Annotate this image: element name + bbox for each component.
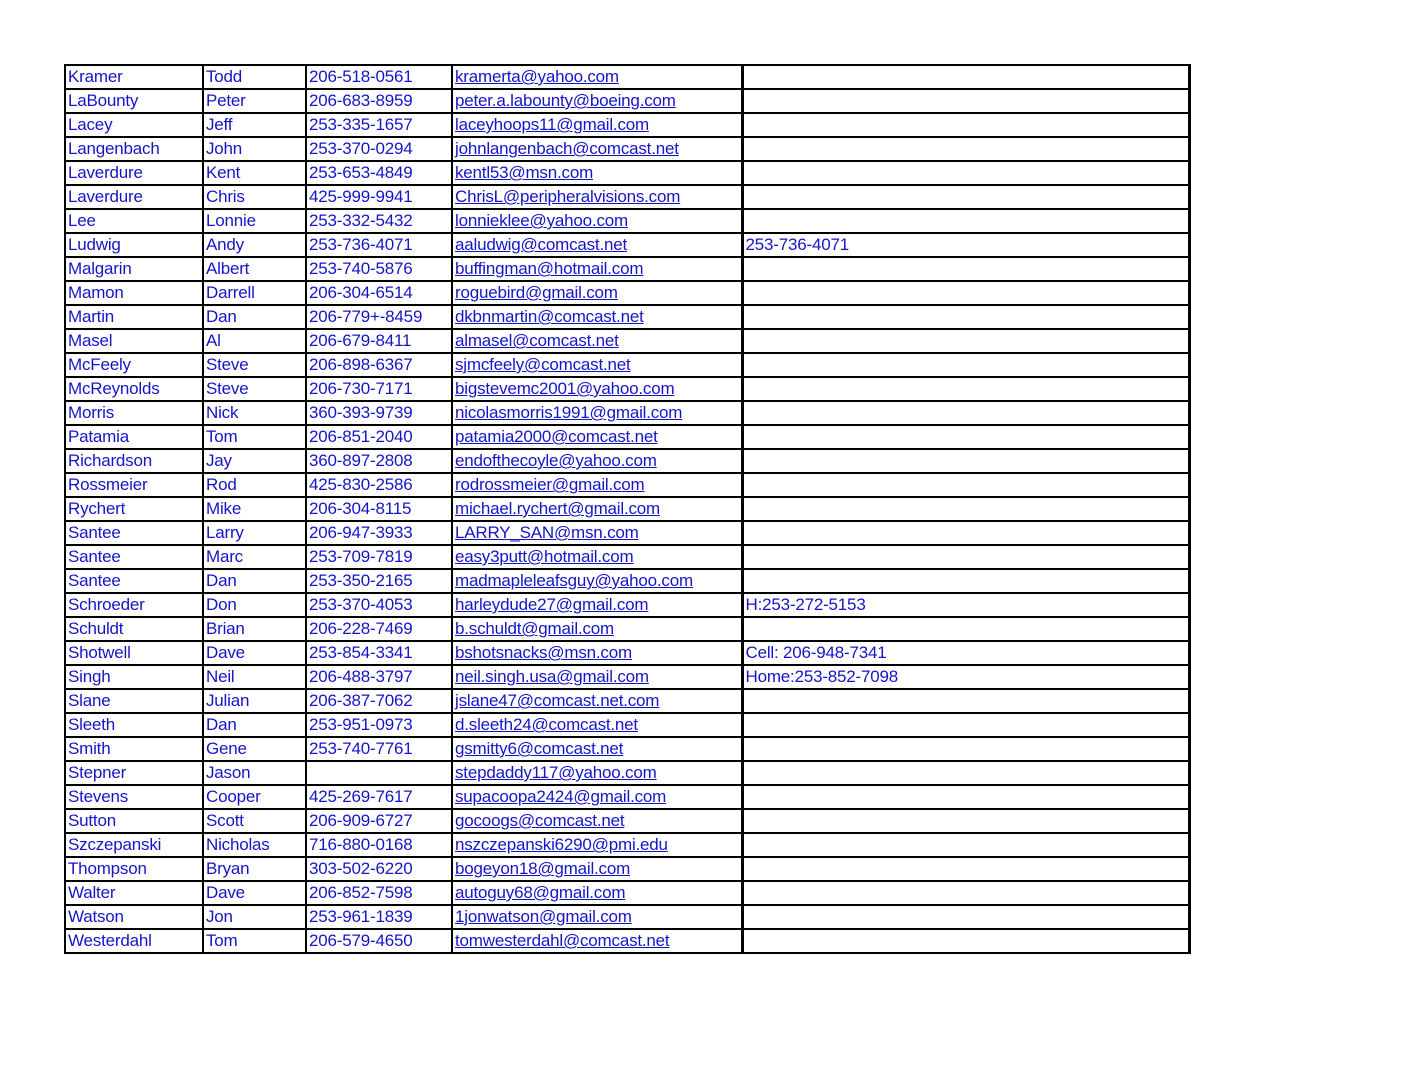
email-link[interactable]: LARRY_SAN@msn.com — [455, 523, 639, 542]
table-row — [65, 449, 1189, 473]
email-cell — [452, 161, 742, 185]
table-row — [65, 665, 1189, 689]
phone-cell: 206-304-8115 — [306, 497, 452, 521]
phone-cell: 206-779+-8459 — [306, 305, 452, 329]
table-row — [65, 89, 1189, 113]
phone-cell: 206-852-7598 — [306, 881, 452, 905]
table-row — [65, 161, 1189, 185]
first-name-cell: Albert — [203, 257, 306, 281]
phone-cell: 253-335-1657 — [306, 113, 452, 137]
note-cell — [742, 113, 1189, 137]
first-name-cell: Dave — [203, 641, 306, 665]
email-link[interactable]: bshotsnacks@msn.com — [455, 643, 632, 662]
first-name-cell: Jay — [203, 449, 306, 473]
note-cell — [742, 209, 1189, 233]
note-cell — [742, 257, 1189, 281]
email-cell — [452, 521, 742, 545]
table-row — [65, 473, 1189, 497]
last-name-cell: Stepner — [65, 761, 203, 785]
phone-cell: 253-740-7761 — [306, 737, 452, 761]
email-cell — [452, 353, 742, 377]
first-name-cell: Brian — [203, 617, 306, 641]
last-name-cell: Smith — [65, 737, 203, 761]
email-link[interactable]: michael.rychert@gmail.com — [455, 499, 660, 518]
last-name-cell: Kramer — [65, 65, 203, 89]
email-link[interactable]: neil.singh.usa@gmail.com — [455, 667, 649, 686]
phone-cell: 206-488-3797 — [306, 665, 452, 689]
table-row — [65, 569, 1189, 593]
email-cell — [452, 233, 742, 257]
last-name-cell: Masel — [65, 329, 203, 353]
last-name-cell: Santee — [65, 569, 203, 593]
last-name-cell: Rossmeier — [65, 473, 203, 497]
email-cell — [452, 89, 742, 113]
phone-cell: 206-909-6727 — [306, 809, 452, 833]
table-row — [65, 185, 1189, 209]
last-name-cell: Sutton — [65, 809, 203, 833]
email-link[interactable]: rodrossmeier@gmail.com — [455, 475, 645, 494]
email-link[interactable]: patamia2000@comcast.net — [455, 427, 658, 446]
last-name-cell: Lee — [65, 209, 203, 233]
email-link[interactable]: bogeyon18@gmail.com — [455, 859, 631, 878]
email-cell — [452, 497, 742, 521]
first-name-cell: Lonnie — [203, 209, 306, 233]
email-link[interactable]: harleydude27@gmail.com — [455, 595, 649, 614]
phone-cell: 206-851-2040 — [306, 425, 452, 449]
note-cell — [742, 881, 1189, 905]
phone-cell: 253-709-7819 — [306, 545, 452, 569]
note-cell — [742, 785, 1189, 809]
table-row — [65, 641, 1189, 665]
first-name-cell: Nicholas — [203, 833, 306, 857]
contact-table — [64, 64, 1191, 954]
note-cell — [742, 161, 1189, 185]
note-cell — [742, 761, 1189, 785]
table-row — [65, 881, 1189, 905]
phone-cell: 206-579-4650 — [306, 929, 452, 953]
note-cell — [742, 617, 1189, 641]
first-name-cell: Dave — [203, 881, 306, 905]
note-cell — [742, 305, 1189, 329]
last-name-cell: Santee — [65, 521, 203, 545]
table-row — [65, 689, 1189, 713]
email-link[interactable]: b.schuldt@gmail.com — [455, 619, 614, 638]
email-link[interactable]: sjmcfeely@comcast.net — [455, 355, 631, 374]
email-cell — [452, 929, 742, 953]
first-name-cell: Al — [203, 329, 306, 353]
note-cell — [742, 449, 1189, 473]
first-name-cell: Jon — [203, 905, 306, 929]
phone-cell: 206-228-7469 — [306, 617, 452, 641]
first-name-cell: Marc — [203, 545, 306, 569]
note-cell — [742, 377, 1189, 401]
table-row — [65, 233, 1189, 257]
email-link[interactable]: nicolasmorris1991@gmail.com — [455, 403, 683, 422]
last-name-cell: Richardson — [65, 449, 203, 473]
email-link[interactable]: tomwesterdahl@comcast.net — [455, 931, 670, 950]
first-name-cell: Kent — [203, 161, 306, 185]
note-cell — [742, 737, 1189, 761]
note-cell — [742, 89, 1189, 113]
table-row — [65, 905, 1189, 929]
phone-cell: 253-370-0294 — [306, 137, 452, 161]
last-name-cell: Schroeder — [65, 593, 203, 617]
contact-sheet — [64, 64, 1188, 954]
note-cell — [742, 281, 1189, 305]
email-link[interactable]: roguebird@gmail.com — [455, 283, 618, 302]
table-row — [65, 521, 1189, 545]
first-name-cell: Gene — [203, 737, 306, 761]
phone-cell: 253-961-1839 — [306, 905, 452, 929]
last-name-cell: LaBounty — [65, 89, 203, 113]
note-cell — [742, 65, 1189, 89]
first-name-cell: John — [203, 137, 306, 161]
note-cell: 253-736-4071 — [742, 233, 1189, 257]
last-name-cell: Singh — [65, 665, 203, 689]
table-row — [65, 857, 1189, 881]
first-name-cell: Dan — [203, 305, 306, 329]
email-cell — [452, 209, 742, 233]
first-name-cell: Todd — [203, 65, 306, 89]
email-link[interactable]: johnlangenbach@comcast.net — [455, 139, 679, 158]
email-cell — [452, 857, 742, 881]
last-name-cell: Slane — [65, 689, 203, 713]
last-name-cell: Laverdure — [65, 185, 203, 209]
table-row — [65, 929, 1189, 953]
table-row — [65, 377, 1189, 401]
note-cell — [742, 929, 1189, 953]
email-cell — [452, 761, 742, 785]
table-row — [65, 617, 1189, 641]
table-row — [65, 281, 1189, 305]
email-link[interactable]: peter.a.labounty@boeing.com — [455, 91, 676, 110]
email-cell — [452, 377, 742, 401]
first-name-cell: Bryan — [203, 857, 306, 881]
phone-cell: 360-393-9739 — [306, 401, 452, 425]
last-name-cell: Schuldt — [65, 617, 203, 641]
table-row — [65, 137, 1189, 161]
first-name-cell: Steve — [203, 353, 306, 377]
note-cell — [742, 185, 1189, 209]
phone-cell: 425-999-9941 — [306, 185, 452, 209]
phone-cell: 425-830-2586 — [306, 473, 452, 497]
phone-cell: 360-897-2808 — [306, 449, 452, 473]
email-cell — [452, 473, 742, 497]
last-name-cell: Szczepanski — [65, 833, 203, 857]
table-row — [65, 257, 1189, 281]
email-cell — [452, 737, 742, 761]
last-name-cell: Mamon — [65, 281, 203, 305]
email-cell — [452, 785, 742, 809]
phone-cell: 253-350-2165 — [306, 569, 452, 593]
email-link[interactable]: ChrisL@peripheralvisions.com — [455, 187, 681, 206]
email-link[interactable]: kentl53@msn.com — [455, 163, 594, 182]
email-cell — [452, 257, 742, 281]
last-name-cell: Martin — [65, 305, 203, 329]
table-row — [65, 305, 1189, 329]
phone-cell: 253-332-5432 — [306, 209, 452, 233]
first-name-cell: Don — [203, 593, 306, 617]
email-link[interactable]: lonnieklee@yahoo.com — [455, 211, 628, 230]
last-name-cell: Malgarin — [65, 257, 203, 281]
first-name-cell: Dan — [203, 713, 306, 737]
note-cell — [742, 569, 1189, 593]
phone-cell: 206-518-0561 — [306, 65, 452, 89]
note-cell — [742, 329, 1189, 353]
first-name-cell: Nick — [203, 401, 306, 425]
phone-cell: 206-683-8959 — [306, 89, 452, 113]
first-name-cell: Tom — [203, 425, 306, 449]
email-link[interactable]: nszczepanski6290@pmi.edu — [455, 835, 668, 854]
phone-cell: 425-269-7617 — [306, 785, 452, 809]
first-name-cell: Steve — [203, 377, 306, 401]
first-name-cell: Larry — [203, 521, 306, 545]
email-cell — [452, 65, 742, 89]
email-cell — [452, 113, 742, 137]
email-link[interactable]: laceyhoops11@gmail.com — [455, 115, 649, 134]
email-link[interactable]: bigstevemc2001@yahoo.com — [455, 379, 675, 398]
table-row — [65, 497, 1189, 521]
email-cell — [452, 713, 742, 737]
first-name-cell: Scott — [203, 809, 306, 833]
first-name-cell: Chris — [203, 185, 306, 209]
phone-cell: 303-502-6220 — [306, 857, 452, 881]
email-link[interactable]: 1jonwatson@gmail.com — [455, 907, 632, 926]
last-name-cell: Stevens — [65, 785, 203, 809]
email-cell — [452, 641, 742, 665]
last-name-cell: Walter — [65, 881, 203, 905]
note-cell — [742, 689, 1189, 713]
table-row — [65, 209, 1189, 233]
phone-cell: 253-951-0973 — [306, 713, 452, 737]
table-row — [65, 545, 1189, 569]
phone-cell: 253-740-5876 — [306, 257, 452, 281]
last-name-cell: Thompson — [65, 857, 203, 881]
phone-cell: 206-947-3933 — [306, 521, 452, 545]
first-name-cell: Neil — [203, 665, 306, 689]
phone-cell: 253-370-4053 — [306, 593, 452, 617]
note-cell — [742, 401, 1189, 425]
table-row — [65, 593, 1189, 617]
first-name-cell: Jason — [203, 761, 306, 785]
first-name-cell: Mike — [203, 497, 306, 521]
table-row — [65, 809, 1189, 833]
email-cell — [452, 329, 742, 353]
email-link[interactable]: gocoogs@comcast.net — [455, 811, 625, 830]
email-link[interactable]: dkbnmartin@comcast.net — [455, 307, 644, 326]
email-link[interactable]: supacoopa2424@gmail.com — [455, 787, 667, 806]
table-row — [65, 425, 1189, 449]
email-link[interactable]: jslane47@comcast.net.com — [455, 691, 660, 710]
note-cell — [742, 833, 1189, 857]
email-cell — [452, 905, 742, 929]
first-name-cell: Peter — [203, 89, 306, 113]
phone-cell: 206-304-6514 — [306, 281, 452, 305]
note-cell: Cell: 206-948-7341 — [742, 641, 1189, 665]
first-name-cell: Rod — [203, 473, 306, 497]
phone-cell: 206-387-7062 — [306, 689, 452, 713]
table-row — [65, 737, 1189, 761]
note-cell — [742, 353, 1189, 377]
note-cell — [742, 425, 1189, 449]
email-cell — [452, 449, 742, 473]
table-row — [65, 401, 1189, 425]
table-row — [65, 65, 1189, 89]
email-cell — [452, 545, 742, 569]
email-cell — [452, 281, 742, 305]
email-link[interactable]: endofthecoyle@yahoo.com — [455, 451, 657, 470]
note-cell — [742, 137, 1189, 161]
phone-cell: 253-854-3341 — [306, 641, 452, 665]
first-name-cell: Andy — [203, 233, 306, 257]
email-link[interactable]: madmapleleafsguy@yahoo.com — [455, 571, 693, 590]
table-row — [65, 329, 1189, 353]
last-name-cell: Lacey — [65, 113, 203, 137]
email-cell — [452, 137, 742, 161]
first-name-cell: Julian — [203, 689, 306, 713]
last-name-cell: Ludwig — [65, 233, 203, 257]
email-cell — [452, 401, 742, 425]
note-cell — [742, 521, 1189, 545]
email-link[interactable]: kramerta@yahoo.com — [455, 67, 619, 86]
email-cell — [452, 689, 742, 713]
last-name-cell: Rychert — [65, 497, 203, 521]
note-cell — [742, 545, 1189, 569]
email-cell — [452, 425, 742, 449]
note-cell — [742, 497, 1189, 521]
table-row — [65, 761, 1189, 785]
email-cell — [452, 185, 742, 209]
email-link[interactable]: buffingman@hotmail.com — [455, 259, 644, 278]
note-cell — [742, 857, 1189, 881]
table-row — [65, 785, 1189, 809]
email-cell — [452, 881, 742, 905]
email-cell — [452, 305, 742, 329]
email-link[interactable]: gsmitty6@comcast.net — [455, 739, 624, 758]
email-link[interactable]: almasel@comcast.net — [455, 331, 619, 350]
note-cell: Home:253-852-7098 — [742, 665, 1189, 689]
email-link[interactable]: d.sleeth24@comcast.net — [455, 715, 638, 734]
note-cell — [742, 905, 1189, 929]
contact-table-body — [65, 65, 1189, 953]
table-row — [65, 113, 1189, 137]
first-name-cell: Cooper — [203, 785, 306, 809]
phone-cell: 206-898-6367 — [306, 353, 452, 377]
table-row — [65, 713, 1189, 737]
first-name-cell: Dan — [203, 569, 306, 593]
last-name-cell: Patamia — [65, 425, 203, 449]
email-cell — [452, 593, 742, 617]
last-name-cell: McFeely — [65, 353, 203, 377]
phone-cell: 206-730-7171 — [306, 377, 452, 401]
note-cell — [742, 713, 1189, 737]
first-name-cell: Jeff — [203, 113, 306, 137]
first-name-cell: Darrell — [203, 281, 306, 305]
phone-cell: 253-736-4071 — [306, 233, 452, 257]
email-link[interactable]: stepdaddy117@yahoo.com — [455, 763, 657, 782]
email-cell — [452, 809, 742, 833]
last-name-cell: Westerdahl — [65, 929, 203, 953]
first-name-cell: Tom — [203, 929, 306, 953]
table-row — [65, 833, 1189, 857]
email-cell — [452, 833, 742, 857]
phone-cell: 253-653-4849 — [306, 161, 452, 185]
email-cell — [452, 617, 742, 641]
email-link[interactable]: easy3putt@hotmail.com — [455, 547, 634, 566]
last-name-cell: McReynolds — [65, 377, 203, 401]
last-name-cell: Shotwell — [65, 641, 203, 665]
email-link[interactable]: autoguy68@gmail.com — [455, 883, 626, 902]
note-cell — [742, 473, 1189, 497]
email-cell — [452, 665, 742, 689]
last-name-cell: Sleeth — [65, 713, 203, 737]
table-row — [65, 353, 1189, 377]
email-link[interactable]: aaludwig@comcast.net — [455, 235, 628, 254]
email-cell — [452, 569, 742, 593]
last-name-cell: Langenbach — [65, 137, 203, 161]
phone-cell — [306, 761, 452, 785]
last-name-cell: Watson — [65, 905, 203, 929]
last-name-cell: Morris — [65, 401, 203, 425]
phone-cell: 716-880-0168 — [306, 833, 452, 857]
last-name-cell: Laverdure — [65, 161, 203, 185]
note-cell — [742, 809, 1189, 833]
note-cell: H:253-272-5153 — [742, 593, 1189, 617]
phone-cell: 206-679-8411 — [306, 329, 452, 353]
last-name-cell: Santee — [65, 545, 203, 569]
